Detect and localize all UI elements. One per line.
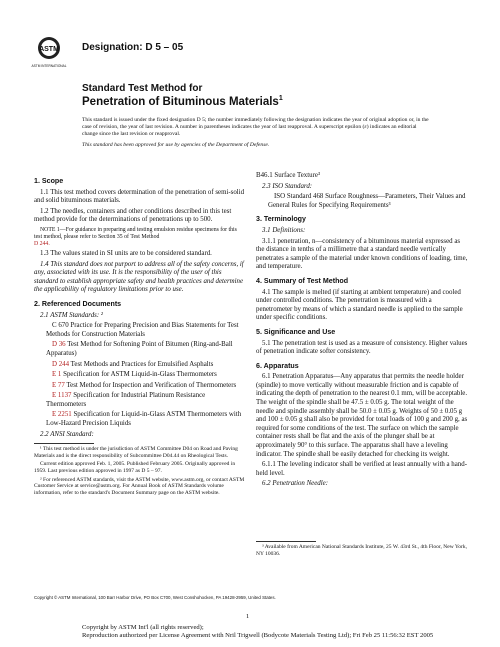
reference-item [34,382,246,391]
para-6-2: 6.2 Penetration Needle: [262,480,329,488]
footnote-1: ¹ This test method is under the jurisdiction of ASTM Committee D04 on Road and Paving Materials and is the direct responsibility of Subcommittee D04.44 on Rheological Tests. [34,446,238,459]
reference-code: C 670 [52,322,69,330]
para-5-1: 5.1 The penetration test is used as a measure of consistency. Higher values of penetration indicate softer consistency. [256,339,468,356]
para-2-3: 2.3 ISO Standard: [262,182,313,190]
reference-title: Test Method for Softening Point of Bitumen (Ring-and-Ball Apparatus) [46,341,233,357]
reference-link[interactable]: D 36 [52,341,66,349]
reference-link[interactable]: E 1 [52,371,62,379]
section-4-heading: 4. Summary of Test Method [256,276,349,285]
reference-item [34,392,246,409]
para-3-1: 3.1 Definitions: [262,226,306,234]
reference-link[interactable]: E 77 [52,381,65,389]
reference-item [34,371,246,380]
para-1-3: 1.3 The values stated in SI units are to be considered standard. [40,249,212,257]
left-column [34,172,246,498]
reference-title: Specification for ASTM Liquid-in-Glass Thermometers [63,371,217,379]
reference-item [34,361,246,370]
reference-title: Specification for Industrial Platinum Resistance Thermometers [46,392,206,408]
document-title [82,95,283,108]
reference-link[interactable]: E 1137 [52,392,72,400]
para-1-1: 1.1 This test method covers determination of the penetration of semi-solid and solid bituminous materials. [34,188,245,205]
d244-link[interactable]: D 244. [34,240,50,247]
reference-title: Practice for Preparing Precision and Bias Statements for Test Methods for Construction Materials [46,322,239,338]
preamble-text: This standard is issued under the fixed designation D 5; the number immediately following the designation indicates the year of original adoption or, in the case of revision, the year of last revision. A number in parentheses indicates the year of last reapproval. A superscript epsilon (ε) indicates an editorial change since the last revision or reapproval. [82,117,429,137]
para-2-1: 2.1 ASTM Standards: ² [40,311,103,319]
footnote-2: ² For referenced ASTM standards, visit the ASTM website, www.astm.org, or contact ASTM Customer Service at service@astm.org. For Annual Book of ASTM Standards volume information, refer to the standard's Document Summary page on the ASTM website. [34,476,245,496]
logo-text: ASTM INTERNATIONAL [31,64,67,68]
title-footnote-mark: 1 [278,95,283,102]
note-1 [34,227,246,248]
preamble [82,117,430,153]
para-2-2: 2.2 ANSI Standard: [40,430,94,438]
reference-title: Test Method for Inspection and Verification of Thermometers [66,381,237,389]
para-6-1-1: 6.1.1 The leveling indicator shall be verified at least annually with a hand-held level. [256,461,467,477]
footnote-1-edition: Current edition approved Feb. 1, 2005. Published February 2005. Originally approved in 1959. Last previous edition approved in 1997 as D 5 – 97. [34,461,236,475]
para-4-1: 4.1 The sample is melted (if starting at ambient temperature) and cooled under controlled conditions. The penetration is measured with a penetrometer by means of which a standard needle is applied to the sample under specific conditions. [256,288,463,322]
note-1-text: NOTE 1—For guidance in preparing and testing emulsion residue specimens for this test method, please refer to Section 35 of Test Method [34,226,237,240]
right-column [256,172,468,559]
page-number: 1 [246,613,250,620]
designation: Designation: D 5 – 05 [82,42,184,53]
license-footer [82,624,482,640]
license-line-1: Copyright by ASTM Int'l (all rights reserved); [82,624,204,631]
reference-link[interactable]: D 244 [52,360,70,368]
reference-item [34,322,246,339]
reference-title: Test Methods and Practices for Emulsified Asphalts [70,360,214,368]
license-line-2: Reproduction authorized per License Agreement with Nril Trigwell (Bodycote Materials Testing Ltd); Fri Feb 25 11:56:32 EST 2005 [82,632,434,639]
section-3-heading: 3. Terminology [256,215,306,224]
footnote-3: ³ Available from American National Standards Institute, 25 W. 43rd St., 4th Floor, New York, NY 10036. [256,544,467,557]
para-6-1: 6.1 Penetration Apparatus—Any apparatus that permits the needle holder (spindle) to move vertically without measurable friction and is capable of indicating the depth of penetration to the nearest 0.1 mm, will be acceptable. The weight of the spindle shall be 47.5 ± 0.05 g. The total weight of the needle and spindle assembly shall be 50.0 ± 0.05 g. Weights of 50 ± 0.05 g and 100 ± 0.05 g shall also be provided for total loads of 100 g and 200 g, as required for some conditions of the test. The surface on which the sample container rests shall be flat and the axis of the plunger shall be at approximately 90° to this surface. The apparatus shall have a leveling indicator. The spindle shall be easily detached for checking its weight. [256,373,468,458]
b46-reference: B46.1 Surface Texture³ [256,172,321,179]
svg-text:ASTM: ASTM [39,46,59,53]
reference-item [34,341,246,358]
section-2-heading: 2. Referenced Documents [34,299,122,308]
para-1-2: 1.2 The needles, containers and other conditions described in this test method provide for the determinations of penetrations up to 500. [34,207,232,224]
section-5-heading: 5. Significance and Use [256,327,336,336]
section-1-heading: 1. Scope [34,177,64,185]
reference-link[interactable]: E 2251 [52,411,72,419]
astm-logo [31,36,67,72]
section-6-heading: 6. Apparatus [256,361,299,370]
footnote-divider [34,443,94,444]
para-1-4: 1.4 This standard does not purport to address all of the safety concerns, if any, associated with its use. It is the responsibility of the user of this standard to establish appropriate safety and health practices and determine the applicability of regulatory limitations prior to use. [34,260,244,294]
title-text: Penetration of Bituminous Materials [82,95,279,108]
reference-list [34,322,246,429]
title-line-1: Standard Test Method for [82,83,203,94]
footnote-divider [256,541,316,542]
iso-reference: ISO Standard 468 Surface Roughness—Parameters, Their Values and General Rules for Specifying Requirements³ [268,193,466,209]
copyright-line: Copyright © ASTM International, 100 Barr Harbor Drive, PO Box C700, West Conshohocken, PA 19428-2959, United States. [34,595,276,600]
reference-title: Specification for Liquid-in-Glass ASTM Thermometers with Low-Hazard Precision Liquids [46,411,242,428]
reference-item [34,411,246,428]
dod-approval: This standard has been approved for use by agencies of the Department of Defense. [82,142,270,148]
para-3-1-1: 3.1.1 penetration, n—consistency of a bituminous material expressed as the distance in tenths of a millimetre that a standard needle vertically penetrates a sample of the material under known conditions of loading, time, and temperature. [256,237,468,271]
